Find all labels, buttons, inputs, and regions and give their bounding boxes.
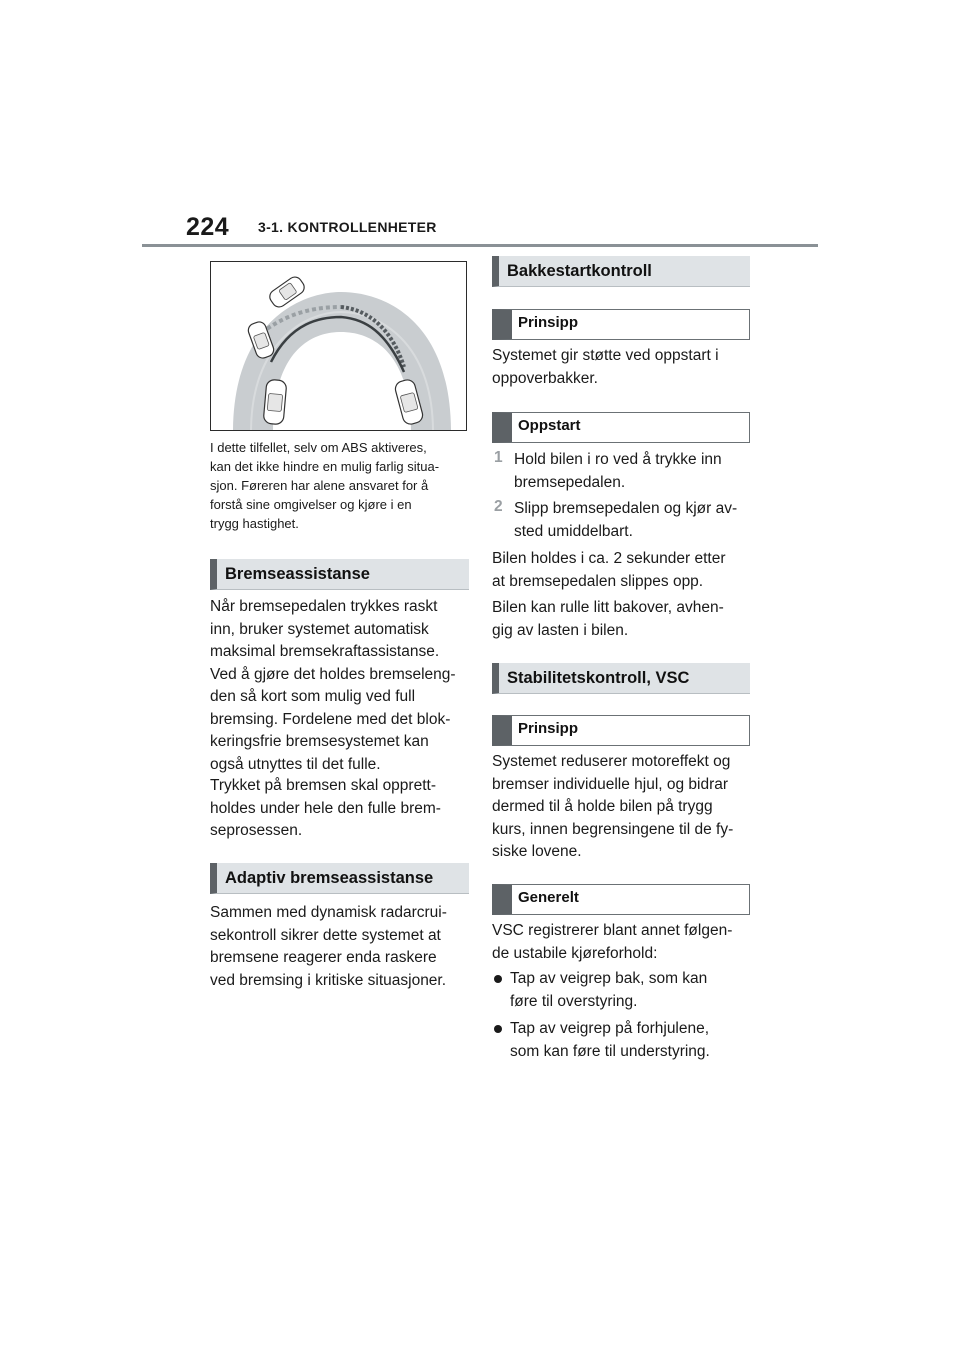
figure-caption (210, 438, 472, 533)
text-line: Sammen med dynamisk radarcrui- (210, 904, 447, 921)
text-line: Bilen kan rulle litt bakover, avhen- (492, 599, 724, 616)
text-line: dermed til å holde bilen på trygg (492, 798, 713, 815)
text-line: sted umiddelbart. (514, 522, 633, 540)
caption-line: forstå sine omgivelser og kjøre i en (210, 497, 412, 512)
text-line: siske lovene. (492, 843, 582, 860)
text-line: inn, bruker systemet automatisk (210, 620, 429, 638)
caption-line: kan det ikke hindre en mulig farlig situa- (210, 459, 440, 474)
text-line: Når bremsepedalen trykkes raskt (210, 598, 438, 615)
heading-vsc: Stabilitetskontroll, VSC (492, 663, 750, 694)
step-text (514, 449, 754, 494)
caption-line: sjon. Føreren har alene ansvaret for å (210, 478, 429, 493)
page-header (0, 0, 960, 250)
vsc-principle-text (492, 751, 754, 864)
text-line: maksimal bremsekraftassistanse. (210, 643, 440, 660)
text-line: sekontroll sikrer dette systemet at (210, 926, 441, 944)
header-rule (142, 244, 818, 247)
text-line: Hold bilen i ro ved å trykke inn (514, 451, 722, 468)
step-text (514, 498, 754, 543)
bullet-text (510, 1018, 754, 1063)
caption-line: trygg hastighet. (210, 516, 299, 531)
adaptive-paragraph (210, 902, 472, 992)
text-line: VSC registrerer blant annet følgen- (492, 922, 733, 939)
text-line: Tap av veigrep bak, som kan (510, 970, 708, 987)
text-line: Bilen holdes i ca. 2 sekunder etter (492, 550, 726, 567)
step-number: 1 (494, 449, 503, 466)
text-line: Ved å gjøre det holdes bremseleng- (210, 665, 456, 683)
text-line: seprosessen. (210, 822, 303, 839)
bullet-text (510, 968, 754, 1013)
bullet-icon (494, 975, 502, 983)
bullet-icon (494, 1025, 502, 1033)
hill-start-principle-text (492, 345, 752, 390)
section-title: 3-1. KONTROLLENHETER (258, 219, 437, 235)
subheading-start: Oppstart (492, 412, 750, 443)
vsc-general-text (492, 920, 754, 965)
curve-road-diagram (211, 262, 467, 431)
hill-start-paragraph-1 (492, 548, 754, 593)
text-line: bremsing. Fordelene med det blok- (210, 710, 451, 728)
text-line: ved bremsing i kritiske situasjoner. (210, 971, 447, 989)
text-line: bremser individuelle hjul, og bidrar (492, 775, 729, 793)
text-line: bremsepedalen. (514, 473, 626, 491)
text-line: Systemet gir støtte ved oppstart i (492, 347, 719, 364)
step-number: 2 (494, 498, 503, 515)
text-line: som kan føre til understyring. (510, 1042, 710, 1060)
caption-line: I dette tilfellet, selv om ABS aktiveres, (210, 440, 427, 455)
page-number: 224 (186, 213, 230, 241)
text-line: oppoverbakker. (492, 369, 598, 387)
text-line: keringsfrie bremsesystemet kan (210, 733, 429, 750)
text-line: Slipp bremsepedalen og kjør av- (514, 500, 738, 517)
heading-adaptive-brake-assist: Adaptiv bremseassistanse (210, 863, 469, 894)
text-line: gig av lasten i bilen. (492, 621, 629, 639)
subheading-principle: Prinsipp (492, 715, 750, 746)
text-line: også utnyttes til det fulle. (210, 755, 381, 773)
text-line: Systemet reduserer motoreffekt og (492, 753, 731, 770)
subheading-principle: Prinsipp (492, 309, 750, 340)
hill-start-paragraph-2 (492, 597, 754, 642)
text-line: bremsene reagerer enda raskere (210, 949, 437, 966)
subheading-general: Generelt (492, 884, 750, 915)
text-line: de ustabile kjøreforhold: (492, 944, 658, 962)
brake-assist-paragraph-1 (210, 596, 472, 776)
heading-brake-assist: Bremseassistanse (210, 559, 469, 590)
text-line: at bremsepedalen slippes opp. (492, 572, 704, 590)
text-line: den så kort som mulig ved full (210, 688, 416, 705)
text-line: Tap av veigrep på forhjulene, (510, 1020, 710, 1037)
heading-hill-start: Bakkestartkontroll (492, 256, 750, 287)
text-line: Trykket på bremsen skal opprett- (210, 777, 436, 794)
text-line: holdes under hele den fulle brem- (210, 799, 441, 817)
skid-illustration (210, 261, 467, 431)
text-line: kurs, innen begrensingene til de fy- (492, 820, 734, 838)
car-left-lane (263, 379, 287, 425)
text-line: føre til overstyring. (510, 992, 638, 1010)
brake-assist-paragraph-2 (210, 775, 472, 843)
